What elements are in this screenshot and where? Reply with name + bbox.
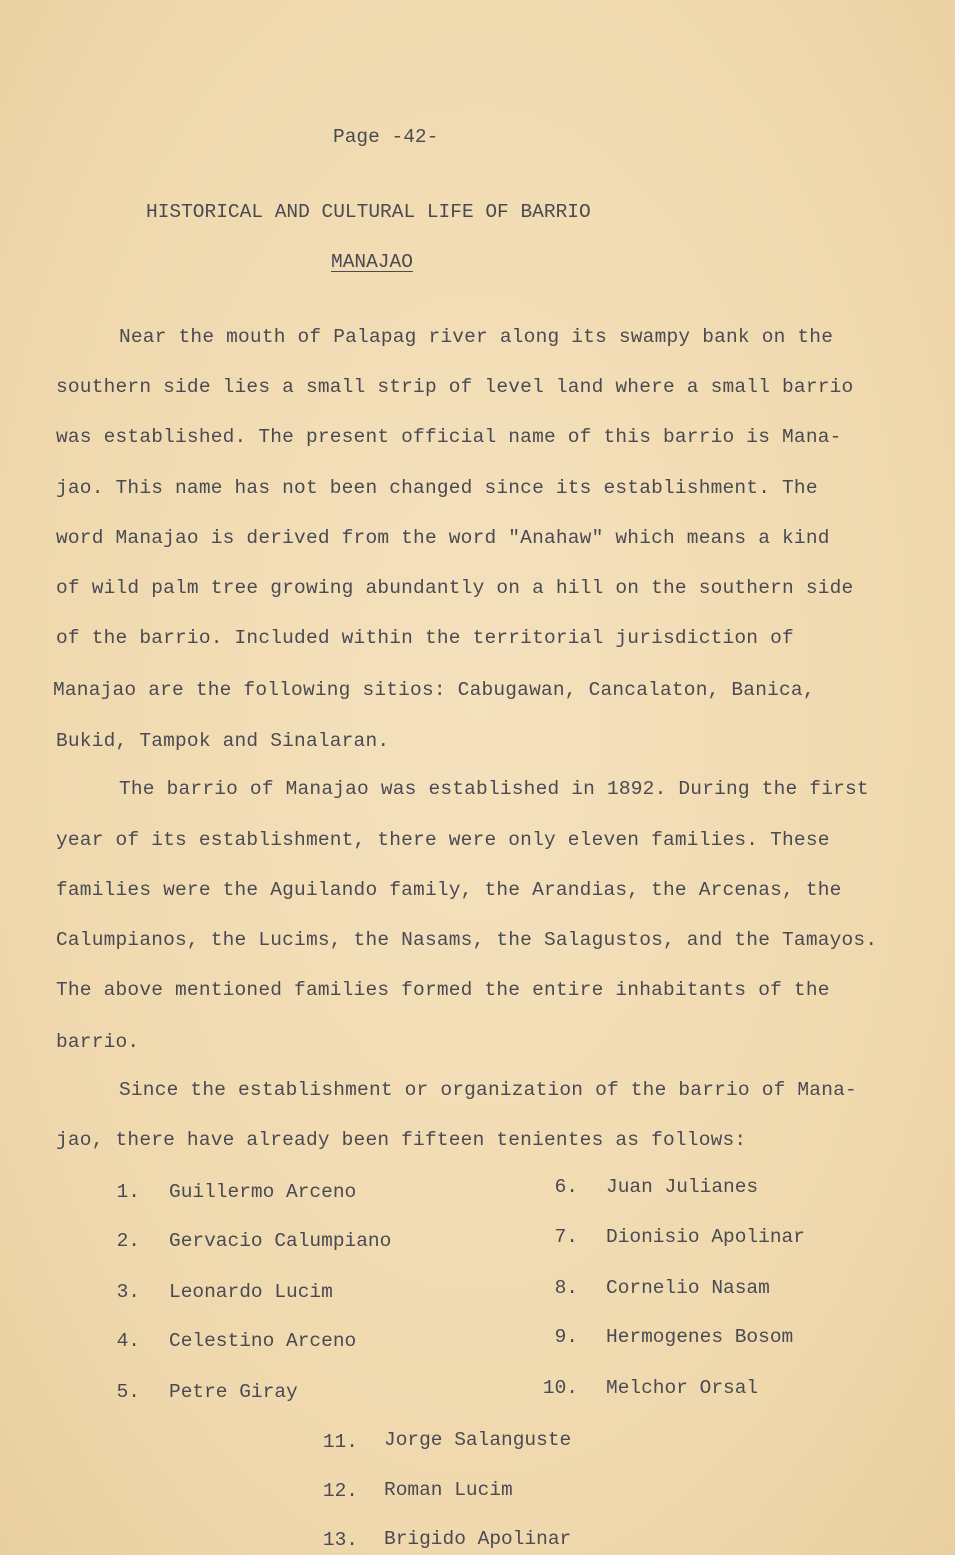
- list-item: Roman Lucim: [384, 1479, 513, 1501]
- list-number: 9.: [554, 1326, 578, 1348]
- list-number: 5.: [116, 1381, 140, 1403]
- paragraph-line: southern side lies a small strip of level land where a small barrio: [56, 376, 854, 398]
- list-item: Celestino Arceno: [169, 1330, 357, 1352]
- paragraph-line: was established. The present official name of this barrio is Mana-: [56, 426, 842, 448]
- list-item: Cornelio Nasam: [606, 1277, 770, 1299]
- document-subtitle: MANAJAO: [331, 251, 413, 273]
- paragraph-line: year of its establishment, there were only eleven families. These: [56, 829, 830, 851]
- paragraph-line: Since the establishment or organization of the barrio of Mana-: [119, 1079, 857, 1101]
- list-item: Gervacio Calumpiano: [169, 1230, 392, 1252]
- list-number: 4.: [116, 1330, 140, 1352]
- list-item: Melchor Orsal: [606, 1377, 759, 1399]
- list-number: 12.: [322, 1480, 358, 1502]
- paragraph-line: of wild palm tree growing abundantly on a hill on the southern side: [56, 577, 854, 599]
- list-number: 8.: [554, 1277, 578, 1299]
- list-number: 1.: [116, 1181, 140, 1203]
- list-item: Guillermo Arceno: [169, 1181, 357, 1203]
- paragraph-line: Near the mouth of Palapag river along its swampy bank on the: [119, 326, 834, 348]
- list-item: Hermogenes Bosom: [606, 1326, 794, 1348]
- paragraph-line: Manajao are the following sitios: Cabugawan, Cancalaton, Banica,: [53, 679, 815, 701]
- list-number: 11.: [322, 1431, 358, 1453]
- list-number: 13.: [322, 1529, 358, 1551]
- paragraph-line: The barrio of Manajao was established in 1892. During the first: [119, 778, 869, 800]
- paragraph-line: barrio.: [56, 1031, 140, 1053]
- paragraph-line: of the barrio. Included within the territorial jurisdiction of: [56, 627, 794, 649]
- paragraph-line: Bukid, Tampok and Sinalaran.: [56, 730, 390, 752]
- list-number: 10.: [542, 1377, 578, 1399]
- page-number: Page -42-: [333, 126, 439, 148]
- list-item: Jorge Salanguste: [384, 1429, 572, 1451]
- paragraph-line: jao, there have already been fifteen tenientes as follows:: [56, 1129, 747, 1151]
- document-title: HISTORICAL AND CULTURAL LIFE OF BARRIO: [146, 201, 591, 223]
- list-number: 6.: [554, 1176, 578, 1198]
- paragraph-line: families were the Aguilando family, the Arandias, the Arcenas, the: [56, 879, 842, 901]
- list-item: Petre Giray: [169, 1381, 298, 1403]
- paragraph-line: jao. This name has not been changed since its establishment. The: [56, 477, 818, 499]
- paragraph-line: The above mentioned families formed the entire inhabitants of the: [56, 979, 830, 1001]
- list-item: Brigido Apolinar: [384, 1528, 572, 1550]
- list-item: Juan Julianes: [606, 1176, 759, 1198]
- paragraph-line: word Manajao is derived from the word "Anahaw" which means a kind: [56, 527, 830, 549]
- list-number: 3.: [116, 1281, 140, 1303]
- list-number: 7.: [554, 1226, 578, 1248]
- list-item: Leonardo Lucim: [169, 1281, 333, 1303]
- list-number: 2.: [116, 1230, 140, 1252]
- list-item: Dionisio Apolinar: [606, 1226, 805, 1248]
- paragraph-line: Calumpianos, the Lucims, the Nasams, the Salagustos, and the Tamayos.: [56, 929, 878, 951]
